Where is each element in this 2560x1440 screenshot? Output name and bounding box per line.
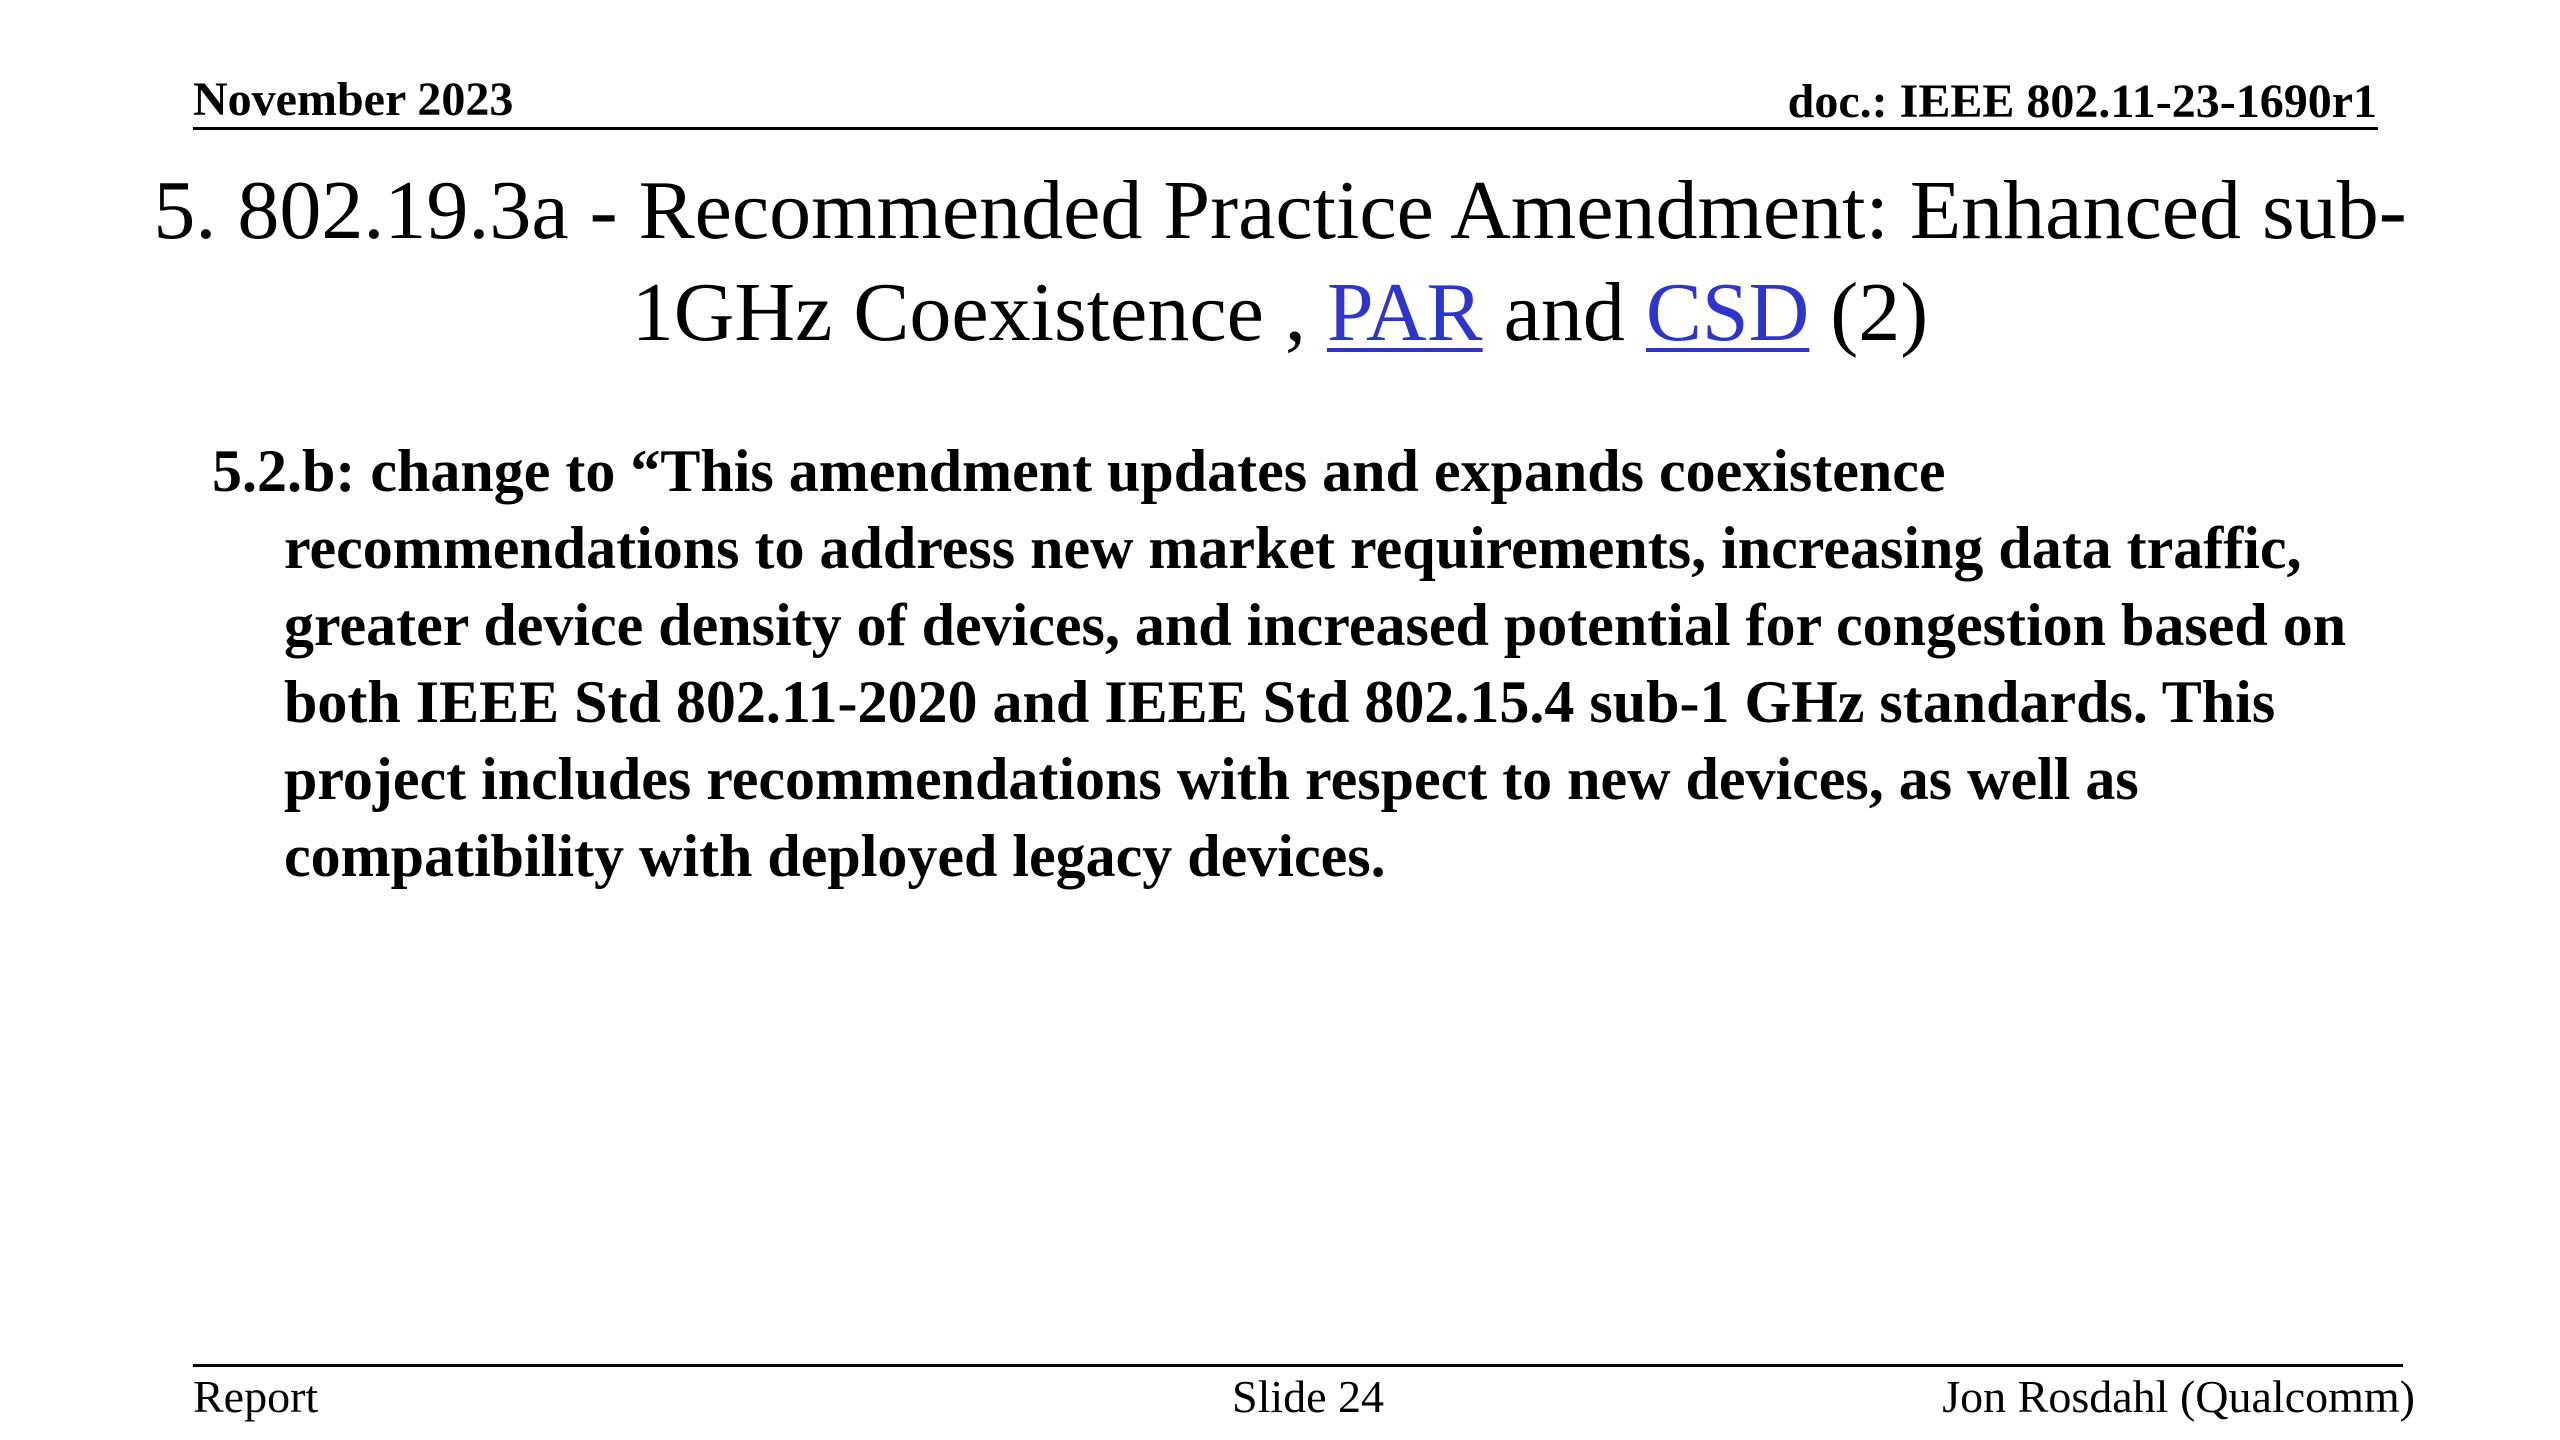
footer-author: Jon Rosdahl (Qualcomm) [1942, 1371, 2415, 1422]
header-divider [193, 127, 2378, 130]
footer-divider [193, 1364, 2403, 1367]
csd-link[interactable]: CSD [1645, 266, 1810, 359]
body-paragraph: 5.2.b: change to “This amendment updates and expands coexistence recommendations to address new market requirements, increasing data traffic, greater device density of devices, and increased potential for congestion based on both IEEE Std 802.11-2020 and IEEE Std 802.15.4 sub-1 GHz standards. This project includes recommendations with respect to new devices, as well as compatibility with deployed legacy devices. [212, 438, 2347, 889]
header-date: November 2023 [193, 73, 514, 126]
footer-report-label: Report [193, 1371, 319, 1422]
slide-title [150, 160, 2410, 364]
par-link[interactable]: PAR [1326, 266, 1483, 359]
title-conjunction: and [1482, 266, 1646, 359]
title-suffix: (2) [1809, 266, 1929, 359]
footer-slide-number: Slide 24 [1232, 1371, 1385, 1422]
header-doc-id: doc.: IEEE 802.11-23-1690r1 [1787, 75, 2377, 128]
title-text: 5. 802.19.3a - Recommended Practice Amendment: Enhanced sub-1GHz Coexistence , [153, 164, 2407, 359]
